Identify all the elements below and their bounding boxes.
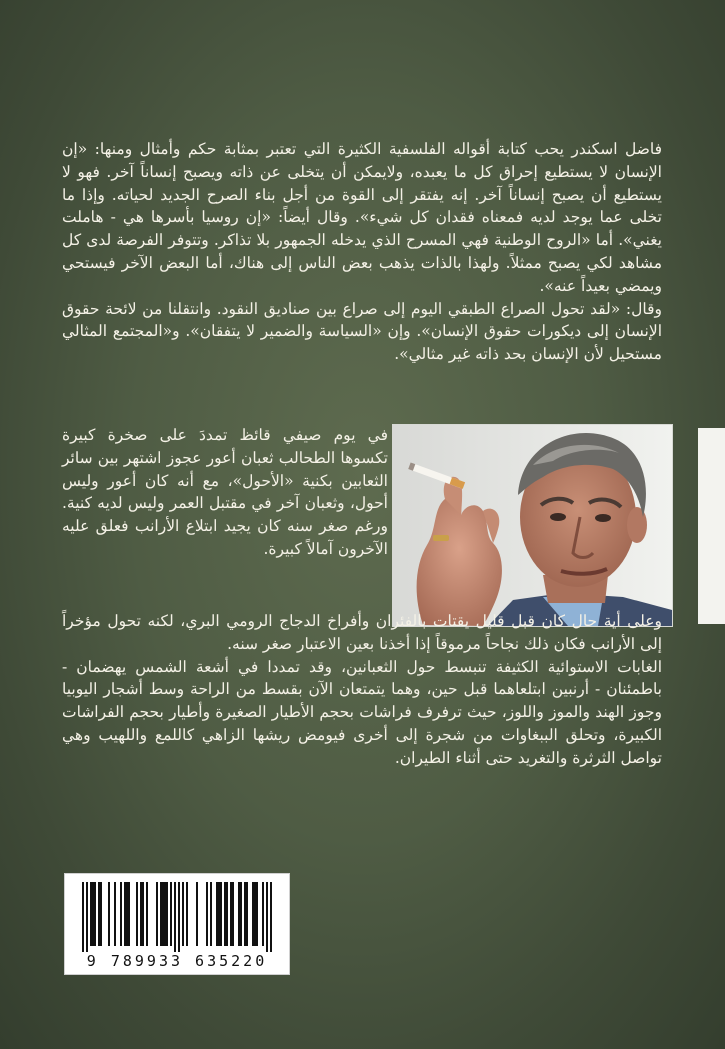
barcode-bar	[196, 882, 198, 946]
barcode-bar	[210, 882, 212, 946]
barcode-bar	[230, 882, 232, 946]
barcode-bar	[86, 882, 88, 952]
isbn-barcode	[64, 873, 290, 975]
barcode-bar	[108, 882, 110, 946]
author-portrait-illustration	[393, 425, 672, 626]
quotes-paragraph: فاضل اسكندر يحب كتابة أقواله الفلسفية الكثيرة التي تعتبر بمثابة حكم وأمثال ومنها: «إن الإنسان لا يستطيع إحراق كل ما يعبده، ولايمكن أن يتخلى عن ذاته ويصبح إنساناً آخر. فهو لا يستطيع أن يصبح إنساناً آخر. إنه يفتقر إلى القوة من أجل بناء الصرح الجديد لحياته. وإذا ما تخلى عما يوجد لديه فمعناه فقدان كل شيء». وقال أيضاً: «إن روسيا بأسرها هي - هاملت يغني». أما «الروح الوطنية فهي المسرح الذي يدخله الجمهور بلا تذاكر. وتتوفر الفرصة لدى كل مشاهد لكي يصبح ممثلاً. ولهذا بالذات يذهب بعض الناس إلى هناك، أما البعض الآخر فيستحي ويمضي بعيداً عنه».	[62, 140, 662, 295]
barcode-bar	[170, 882, 172, 946]
barcode-bar	[100, 882, 102, 946]
barcode-bar	[216, 882, 218, 946]
barcode-bar	[146, 882, 148, 946]
barcode-bar	[82, 882, 84, 952]
barcode-bar	[178, 882, 180, 952]
barcode-bar	[244, 882, 246, 946]
author-photo	[392, 424, 673, 627]
barcode-bar	[142, 882, 144, 946]
barcode-bar	[126, 882, 128, 946]
barcode-bar	[262, 882, 264, 946]
barcode-bar	[206, 882, 208, 946]
barcode-bar	[156, 882, 158, 946]
barcode-bar	[246, 882, 248, 946]
barcode-bar	[160, 882, 162, 946]
barcode-bar	[252, 882, 254, 946]
barcode-bar	[94, 882, 96, 946]
story-opening	[62, 424, 388, 561]
barcode-bar	[124, 882, 126, 946]
barcode-bar	[128, 882, 130, 946]
quotes-paragraph-2: وقال: «لقد تحول الصراع الطبقي اليوم إلى صراع بين صناديق النقود. وانتقلنا من لائحة حقوق الإنسان إلى ديكورات حقوق الإنسان». وإن «السياسة والضمير لا يتفقان». و«المجتمع المثالي مستحيل لأن الإنسان بحد ذاته غير مثالي».	[62, 299, 662, 364]
barcode-bar	[256, 882, 258, 946]
barcode-bar	[120, 882, 122, 946]
barcode-bar	[140, 882, 142, 946]
isbn-digits: 9 789933 635220	[86, 952, 268, 970]
barcode-bar	[92, 882, 94, 946]
story-paragraph: في يوم صيفي قائظ تمددَ على صخرة كبيرة تكسوها الطحالب ثعبان أعور عجوز اشتهر بين سائر الثعابين بكنية «الأحول»، مع أنه كان أعور وليس أحول، وثعبان آخر في مقتبل العمر وليس لديه كنية. ورغم صغر سنه كان يجيد ابتلاع الأرانب فعلق عليه الآخرون آمالاً كبيرة.	[62, 426, 388, 558]
barcode-bar	[240, 882, 242, 946]
barcode-bar	[220, 882, 222, 946]
barcode-bar	[186, 882, 188, 946]
story-paragraph-2: وعلى أية حال كان قبل قليل يقتات بالفئران وأفراخ الدجاج الرومي البري، لكنه تحول مؤخراً إلى الأرانب فكان ذلك نجاحاً مرموقاً إذا أخذنا بعين الاعتبار صغر سنه.	[62, 612, 662, 653]
barcode-bar	[114, 882, 116, 946]
quotes-section	[62, 138, 662, 366]
story-paragraph-3: الغابات الاستوائية الكثيفة تنبسط حول الثعبانين، وقد تمددا في أشعة الشمس يهضمان - باطمئنان - أرنبين ابتلعاهما قبل حين، وهما يتمتعان الآن بقسط من الراحة وسط أشجار اليوبيا وجوز الهند والموز واللوز، حيث ترفرف فراشات بحجم الأطيار الصغيرة وأطيار بحجم الفراشات الكبيرة، وتحلق الببغاوات من شجرة إلى أخرى فيومض ريشها الزاهي كاللمع واللهيب وهي تواصل الثرثرة والتغريد حتى أثناء الطيران.	[62, 657, 662, 767]
barcode-bar	[164, 882, 166, 946]
cover-edge	[698, 428, 725, 624]
barcode-bar	[162, 882, 164, 946]
barcode-bar	[238, 882, 240, 946]
barcode-bar	[218, 882, 220, 946]
barcode-bar	[224, 882, 226, 946]
barcode-bar	[266, 882, 268, 952]
barcode-bar	[174, 882, 176, 952]
barcode-bar	[98, 882, 100, 946]
barcode-bar	[166, 882, 168, 946]
barcode-bars	[65, 874, 289, 952]
barcode-bar	[136, 882, 138, 946]
barcode-bar	[232, 882, 234, 946]
barcode-bar	[182, 882, 184, 946]
barcode-bar	[226, 882, 228, 946]
barcode-bar	[254, 882, 256, 946]
story-continuation	[62, 610, 662, 770]
barcode-bar	[90, 882, 92, 946]
barcode-bar	[270, 882, 272, 952]
